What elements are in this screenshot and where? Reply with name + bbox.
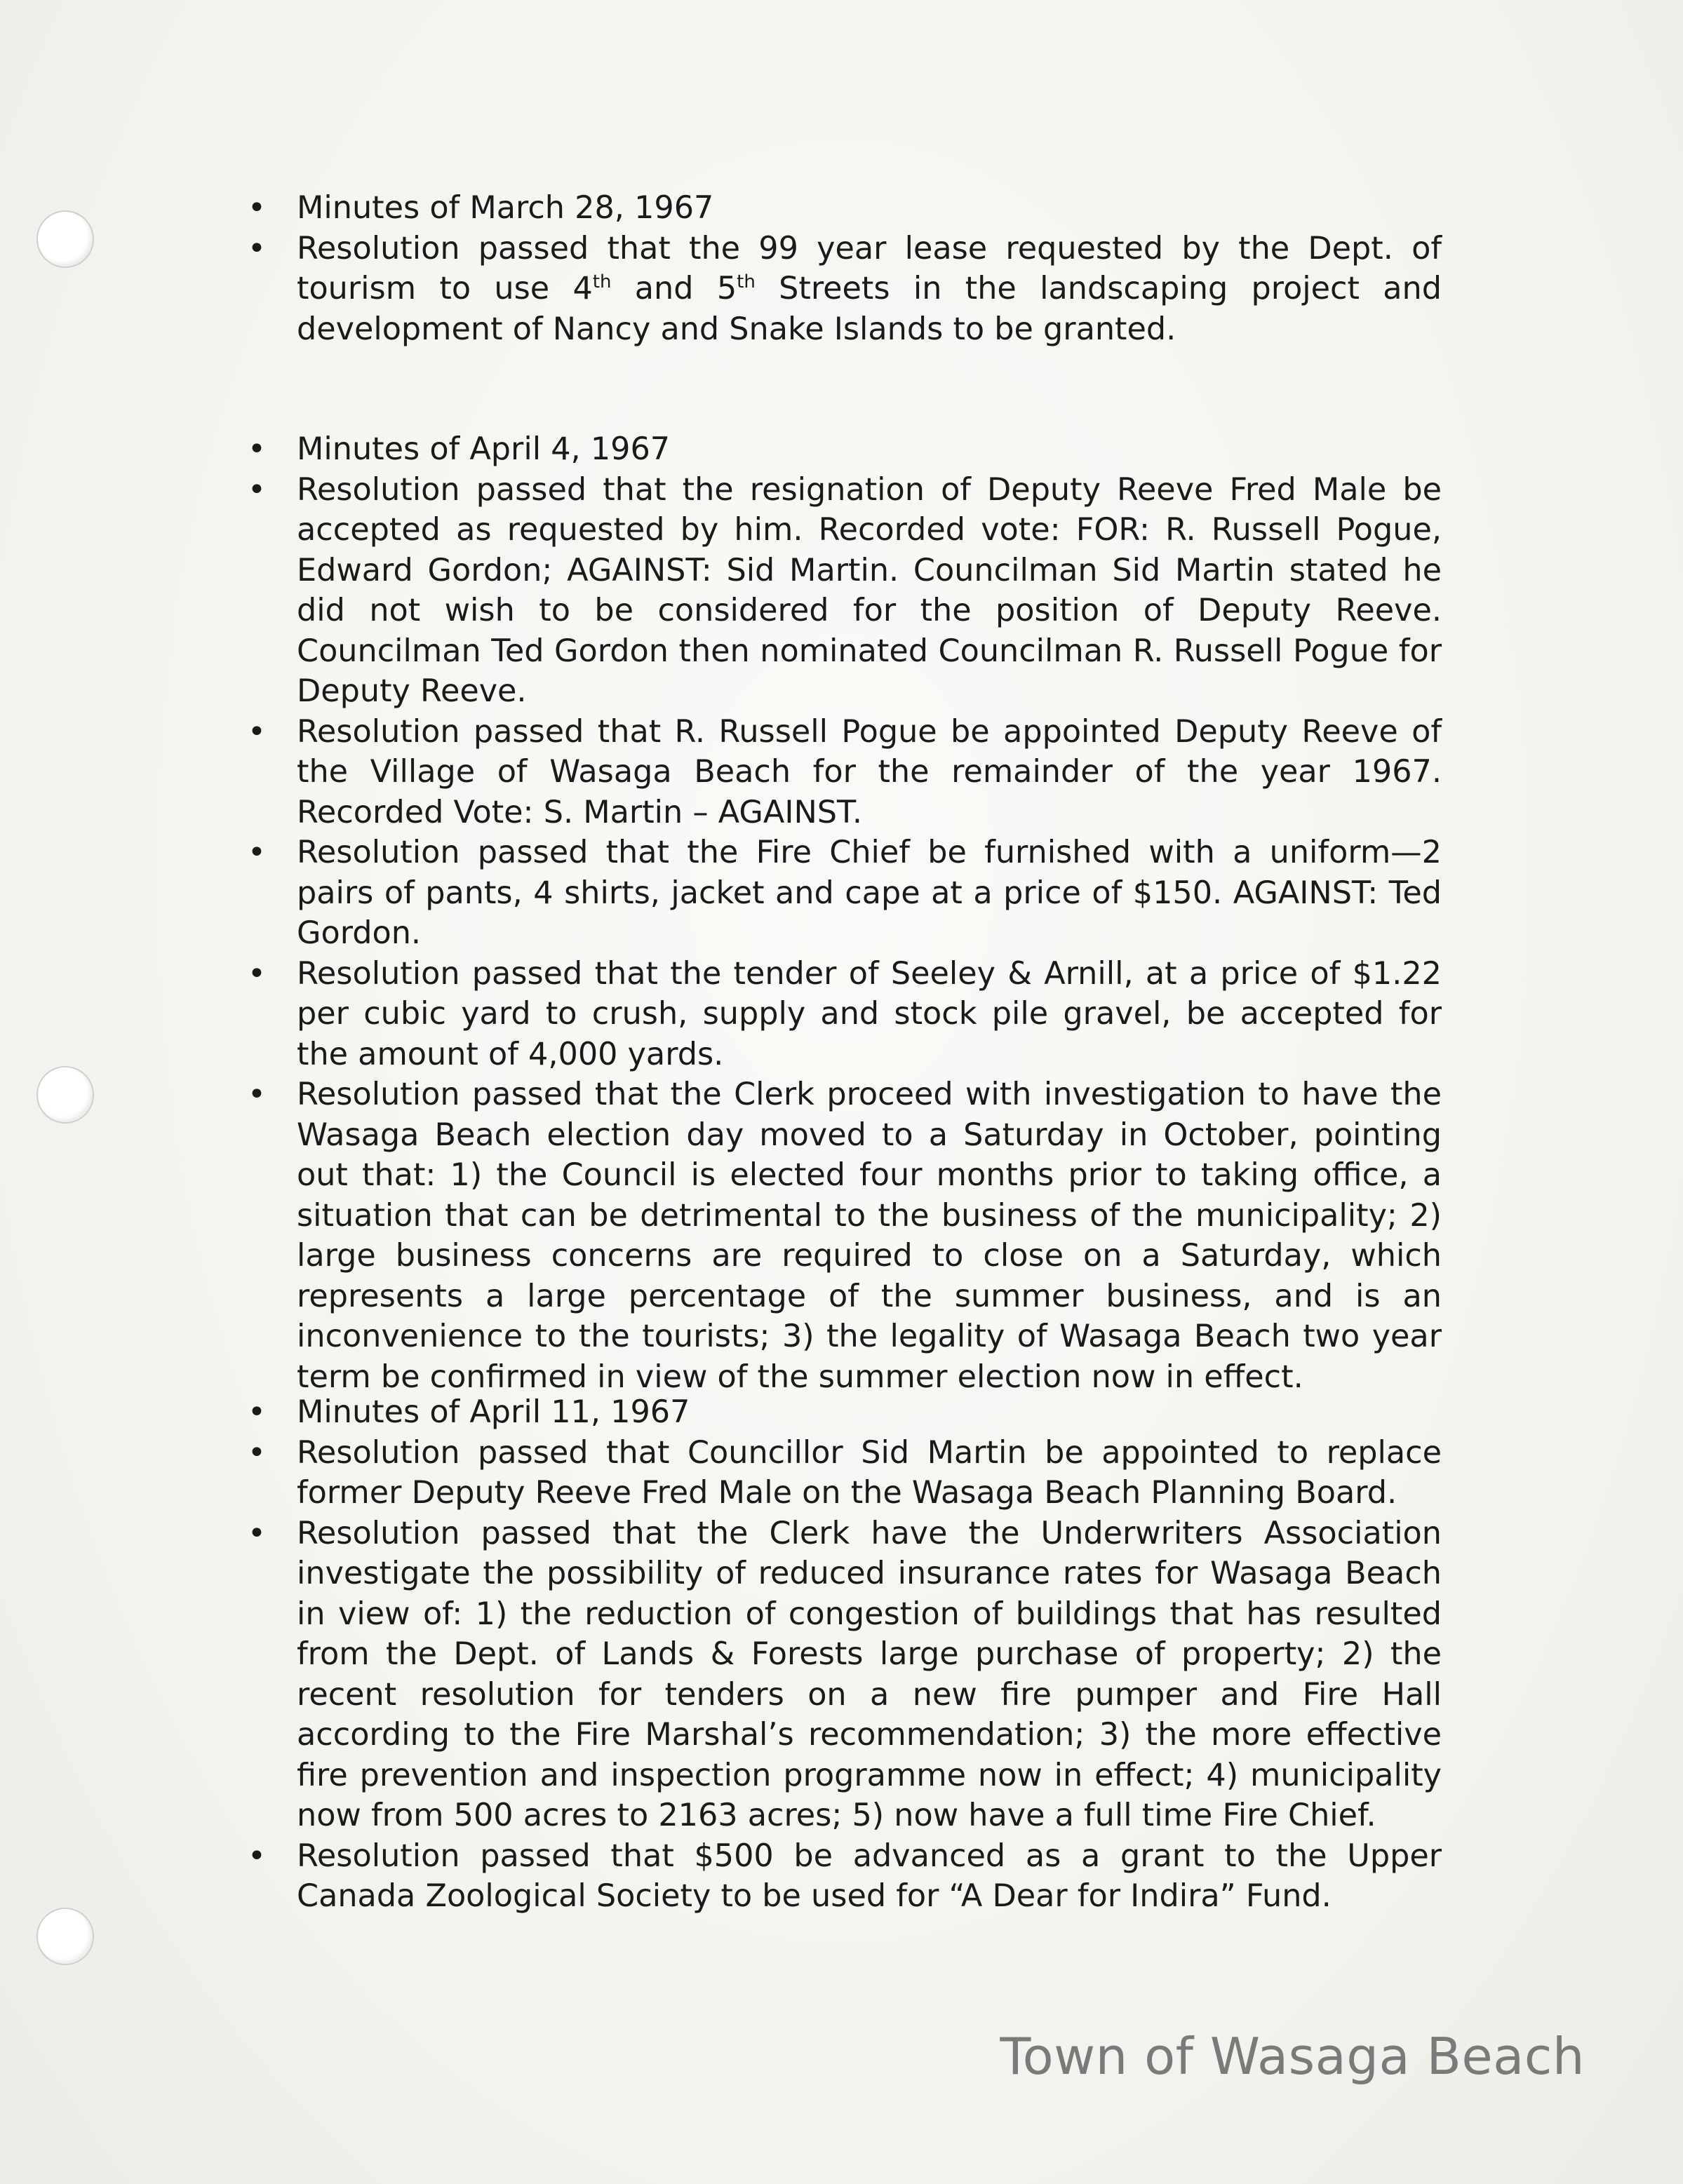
- bullet-icon: [248, 954, 266, 995]
- bullet-icon: [248, 712, 266, 753]
- minutes-heading: Minutes of April 4, 1967: [297, 431, 671, 467]
- resolution-text: Resolution passed that the Clerk proceed with investigation to have the Wasaga Beach election day moved to a Saturday in October, pointing out that: 1) the Council is elected four months prior to taking office, a situation that can be detrimental to the business of the municipality; 2) large business concerns are required to close on a Saturday, which represents a large percentage of the summer business, and is an inconvenience to the tourists; 3) the legality of Wasaga Beach two year term be confirmed in view of the summer election now in effect.: [297, 1077, 1442, 1395]
- bullet-icon: [248, 1836, 266, 1877]
- list-item: [235, 1514, 1442, 1836]
- watermark: Town of Wasaga Beach: [1000, 2027, 1585, 2086]
- punch-hole: [36, 1908, 94, 1965]
- minutes-heading: Minutes of April 11, 1967: [297, 1394, 690, 1430]
- resolution-text: Resolution passed that R. Russell Pogue be appointed Deputy Reeve of the Village of Wasaga Beach for the remainder of the year 1967. Recorded Vote: S. Martin – AGAINST.: [297, 713, 1442, 830]
- list-item: [235, 1433, 1442, 1514]
- resolution-text: Resolution passed that the 99 year lease requested by the Dept. of tourism to use 4th and 5th Streets in the landscaping project and development of Nancy and Snake Islands to be granted.: [297, 230, 1442, 347]
- list-item: [235, 188, 1442, 229]
- resolution-text: Resolution passed that $500 be advanced as a grant to the Upper Canada Zoological Society to be used for “A Dear for Indira” Fund.: [297, 1838, 1442, 1914]
- bullet-list: [235, 429, 1442, 1397]
- minutes-section-april-4: [235, 429, 1442, 1397]
- list-item: [235, 429, 1442, 470]
- bullet-icon: [248, 229, 266, 269]
- bullet-list: [235, 1392, 1442, 1917]
- resolution-text: Resolution passed that Councillor Sid Martin be appointed to replace former Deputy Reeve Fred Male on the Wasaga Beach Planning Board.: [297, 1434, 1442, 1511]
- bullet-icon: [248, 429, 266, 470]
- punch-hole: [36, 1066, 94, 1124]
- minutes-heading: Minutes of March 28, 1967: [297, 190, 714, 226]
- bullet-icon: [248, 470, 266, 511]
- list-item: [235, 833, 1442, 954]
- bullet-icon: [248, 188, 266, 229]
- list-item: [235, 470, 1442, 712]
- bullet-icon: [248, 1074, 266, 1115]
- bullet-icon: [248, 1433, 266, 1474]
- list-item: [235, 1392, 1442, 1433]
- bullet-icon: [248, 1514, 266, 1554]
- list-item: [235, 1074, 1442, 1397]
- bullet-list: [235, 188, 1442, 349]
- resolution-text: Resolution passed that the resignation of Deputy Reeve Fred Male be accepted as requested by him. Recorded vote: FOR: R. Russell Pogue, Edward Gordon; AGAINST: Sid Martin. Councilman Sid Martin stated he did not wish to be considered for the position of Deputy Reeve. Councilman Ted Gordon then nominated Councilman R. Russell Pogue for Deputy Reeve.: [297, 471, 1442, 709]
- list-item: [235, 954, 1442, 1075]
- list-item: [235, 712, 1442, 833]
- resolution-text: Resolution passed that the tender of Seeley & Arnill, at a price of $1.22 per cubic yard to crush, supply and stock pile gravel, be accepted for the amount of 4,000 yards.: [297, 955, 1442, 1072]
- resolution-text: Resolution passed that the Fire Chief be furnished with a uniform—2 pairs of pants, 4 shirts, jacket and cape at a price of $150. AGAINST: Ted Gordon.: [297, 835, 1442, 951]
- punch-hole: [36, 210, 94, 268]
- resolution-text: Resolution passed that the Clerk have the Underwriters Association investigate the possibility of reduced insurance rates for Wasaga Beach in view of: 1) the reduction of congestion of buildings that has resulted from the Dept. of Lands & Forests large purchase of property; 2) the recent resolution for tenders on a new fire pumper and Fire Hall according to the Fire Marshal’s recommendation; 3) the more effective fire prevention and inspection programme now in effect; 4) municipality now from 500 acres to 2163 acres; 5) now have a full time Fire Chief.: [297, 1515, 1442, 1833]
- list-item: [235, 1836, 1442, 1917]
- bullet-icon: [248, 833, 266, 873]
- list-item: [235, 229, 1442, 350]
- minutes-section-april-11: [235, 1392, 1442, 1917]
- bullet-icon: [248, 1392, 266, 1433]
- minutes-section-march-28: [235, 188, 1442, 349]
